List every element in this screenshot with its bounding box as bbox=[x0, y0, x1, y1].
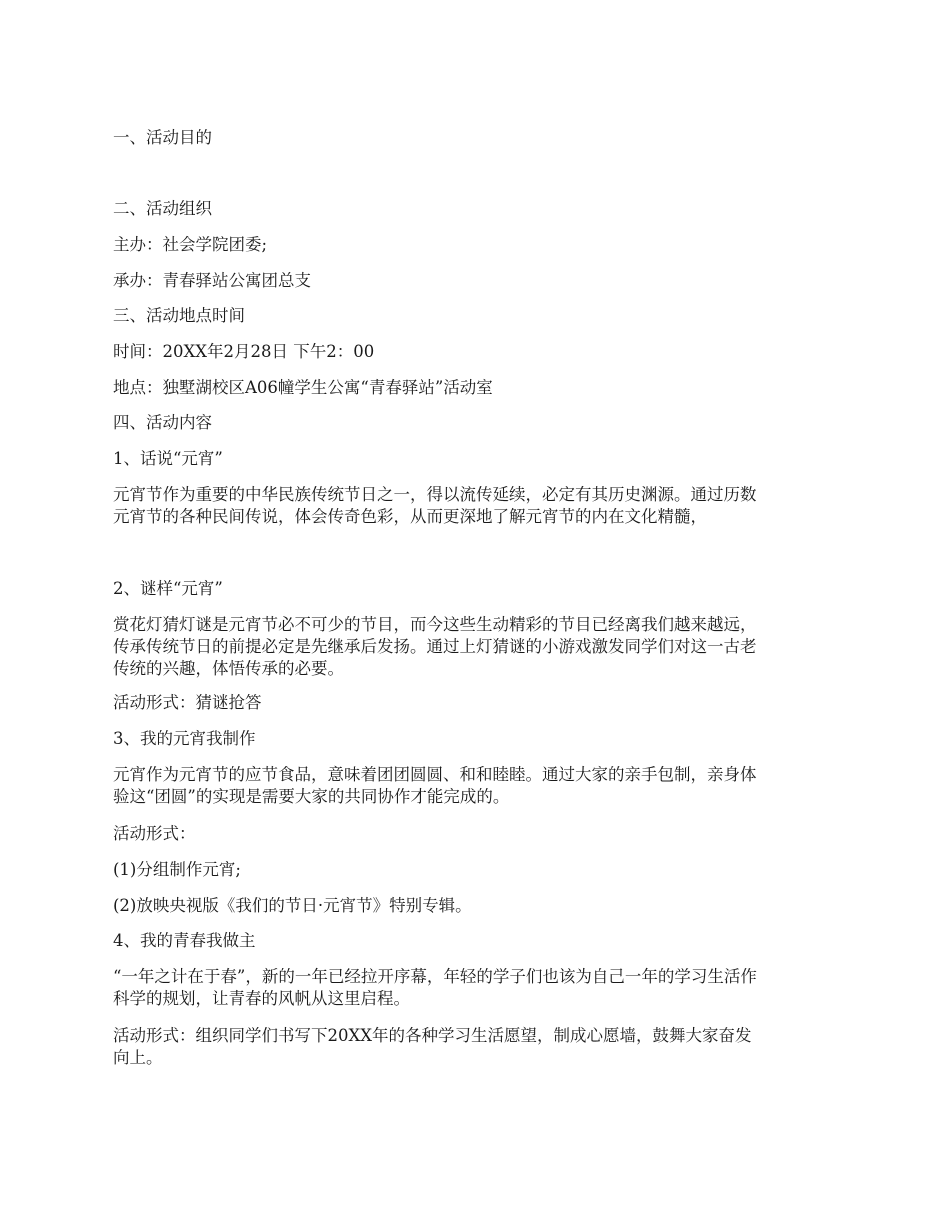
activity-form-2: 活动形式：猜谜抢答 bbox=[113, 693, 262, 712]
heading-venue-time: 三、活动地点时间 bbox=[113, 306, 245, 325]
activity-form-4: 活动形式：组织同学们书写下20XX年的各种学习生活愿望，制成心愿墙，鼓舞大家奋发 向上。 bbox=[113, 1026, 752, 1067]
paragraph-1: 元宵节作为重要的中华民族传统节日之一，得以流传延续，必定有其历史渊源。通过历数 元宵节的各种民间传说，体会传奇色彩，从而更深地了解元宵节的内在文化精髓， bbox=[113, 485, 757, 526]
organizer-line: 主办：社会学院团委; bbox=[113, 235, 268, 254]
subheading-3: 3、我的元宵我制作 bbox=[113, 729, 256, 748]
heading-activity-content: 四、活动内容 bbox=[113, 413, 212, 432]
paragraph-3: 元宵作为元宵节的应节食品，意味着团团圆圆、和和睦睦。通过大家的亲手包制，亲身体 验这“团圆”的实现是需要大家的共同协作才能完成的。 bbox=[113, 765, 757, 806]
list-item-1: (1)分组制作元宵; bbox=[113, 860, 241, 879]
list-item-2: (2)放映央视版《我们的节日·元宵节》特别专辑。 bbox=[113, 896, 472, 915]
paragraph-2: 赏花灯猜灯谜是元宵节必不可少的节目，而今这些生动精彩的节目已经离我们越来越远， 传承传统节日的前提必定是先继承后发扬。通过上灯猜谜的小游戏激发同学们对这一古老 传统的兴趣，体悟传承的必要。 bbox=[113, 615, 757, 678]
subheading-1: 1、话说“元宵” bbox=[113, 449, 223, 468]
activity-form-3-label: 活动形式： bbox=[113, 824, 196, 843]
heading-activity-organization: 二、活动组织 bbox=[113, 199, 212, 218]
co-organizer-line: 承办：青春驿站公寓团总支 bbox=[113, 271, 311, 290]
heading-activity-purpose: 一、活动目的 bbox=[113, 128, 212, 147]
subheading-4: 4、我的青春我做主 bbox=[113, 931, 256, 950]
venue-line: 地点：独墅湖校区A06幢学生公寓“青春驿站”活动室 bbox=[113, 378, 493, 397]
paragraph-4: “一年之计在于春”，新的一年已经拉开序幕，年轻的学子们也该为自己一年的学习生活作 科学的规划，让青春的风帆从这里启程。 bbox=[113, 967, 757, 1008]
time-line: 时间：20XX年2月28日 下午2：00 bbox=[113, 342, 375, 361]
subheading-2: 2、谜样“元宵” bbox=[113, 579, 223, 598]
